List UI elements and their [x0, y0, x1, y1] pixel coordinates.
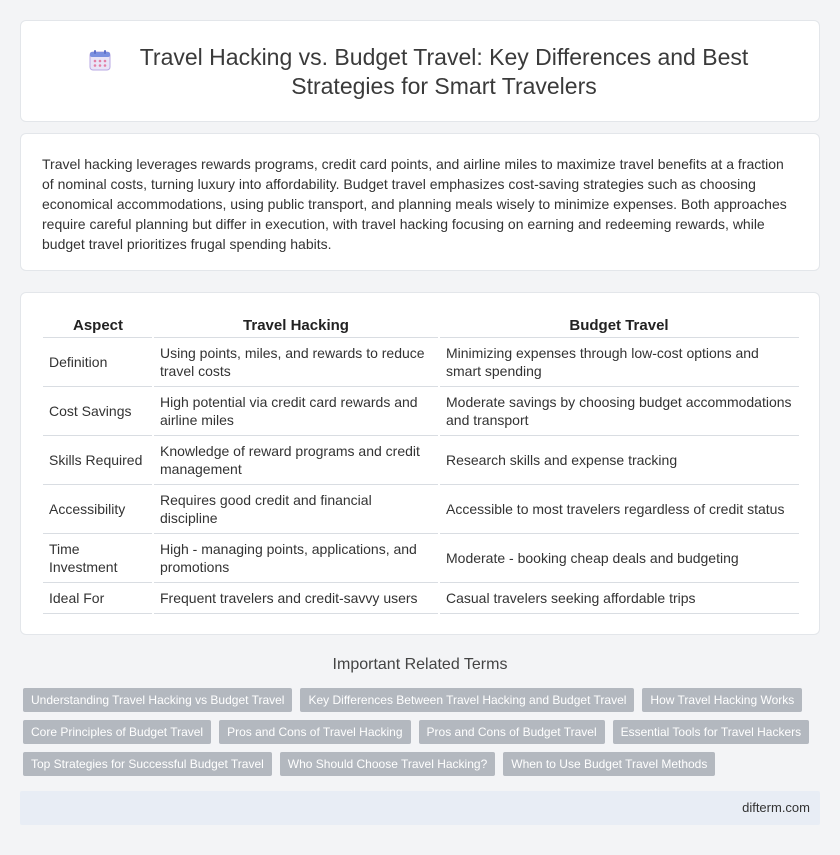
title-card [20, 20, 820, 122]
related-term-tag[interactable]: How Travel Hacking Works [642, 688, 802, 712]
comparison-card [20, 292, 820, 635]
table-row [43, 533, 799, 582]
table-row [43, 337, 799, 386]
related-term-tag[interactable]: Pros and Cons of Travel Hacking [219, 720, 410, 744]
table-cell: Ideal For [43, 582, 153, 613]
comparison-table [43, 315, 799, 614]
related-term-tag[interactable]: Essential Tools for Travel Hackers [613, 720, 810, 744]
table-cell: Accessibility [43, 484, 153, 533]
table-cell: Minimizing expenses through low-cost options and smart spending [439, 337, 799, 386]
related-terms-heading: Important Related Terms [332, 656, 508, 673]
footer [20, 791, 820, 825]
table-header-travel-hacking: Travel Hacking [153, 315, 439, 337]
table-header-row [43, 315, 799, 337]
table-cell: Skills Required [43, 435, 153, 484]
related-term-tag[interactable]: Understanding Travel Hacking vs Budget Travel [23, 688, 292, 712]
related-term-tag[interactable]: Who Should Choose Travel Hacking? [280, 752, 495, 776]
related-term-tag[interactable]: Top Strategies for Successful Budget Travel [23, 752, 272, 776]
footer-site-link[interactable]: difterm.com [742, 800, 810, 815]
table-cell: Definition [43, 337, 153, 386]
table-cell: Cost Savings [43, 386, 153, 435]
page-title: Travel Hacking vs. Budget Travel: Key Differences and Best Strategies for Smart Travelers [139, 44, 749, 99]
table-cell: Casual travelers seeking affordable trips [439, 582, 799, 613]
intro-paragraph: Travel hacking leverages rewards programs, credit card points, and airline miles to maximize travel benefits at a fraction of nominal costs, turning luxury into affordability. Budget travel emphasizes cost-saving strategies such as choosing economical accommodations, using public transport, and planning meals wisely to minimize expenses. Both approaches require careful planning but differ in execution, with travel hacking focusing on earning and redeeming rewards, while budget travel prioritizes frugal spending habits. [42, 156, 787, 252]
table-header-aspect: Aspect [43, 315, 153, 337]
tag-row [23, 688, 823, 712]
tag-row [23, 720, 823, 744]
table-row [43, 484, 799, 533]
intro-card [20, 133, 820, 271]
table-cell: Knowledge of reward programs and credit management [153, 435, 439, 484]
related-term-tag[interactable]: Key Differences Between Travel Hacking and Budget Travel [300, 688, 634, 712]
related-terms-list [23, 688, 823, 784]
table-cell: Frequent travelers and credit-savvy users [153, 582, 439, 613]
table-cell: High potential via credit card rewards and airline miles [153, 386, 439, 435]
table-header-budget-travel: Budget Travel [439, 315, 799, 337]
table-cell: Requires good credit and financial discipline [153, 484, 439, 533]
related-term-tag[interactable]: Core Principles of Budget Travel [23, 720, 211, 744]
table-cell: Research skills and expense tracking [439, 435, 799, 484]
tag-row [23, 752, 823, 776]
table-cell: Time Investment [43, 533, 153, 582]
table-cell: Using points, miles, and rewards to reduce travel costs [153, 337, 439, 386]
table-row [43, 435, 799, 484]
related-term-tag[interactable]: Pros and Cons of Budget Travel [419, 720, 605, 744]
table-cell: Accessible to most travelers regardless of credit status [439, 484, 799, 533]
table-cell: High - managing points, applications, and promotions [153, 533, 439, 582]
table-cell: Moderate savings by choosing budget accommodations and transport [439, 386, 799, 435]
related-term-tag[interactable]: When to Use Budget Travel Methods [503, 752, 715, 776]
table-row [43, 582, 799, 613]
table-cell: Moderate - booking cheap deals and budgeting [439, 533, 799, 582]
table-row [43, 386, 799, 435]
